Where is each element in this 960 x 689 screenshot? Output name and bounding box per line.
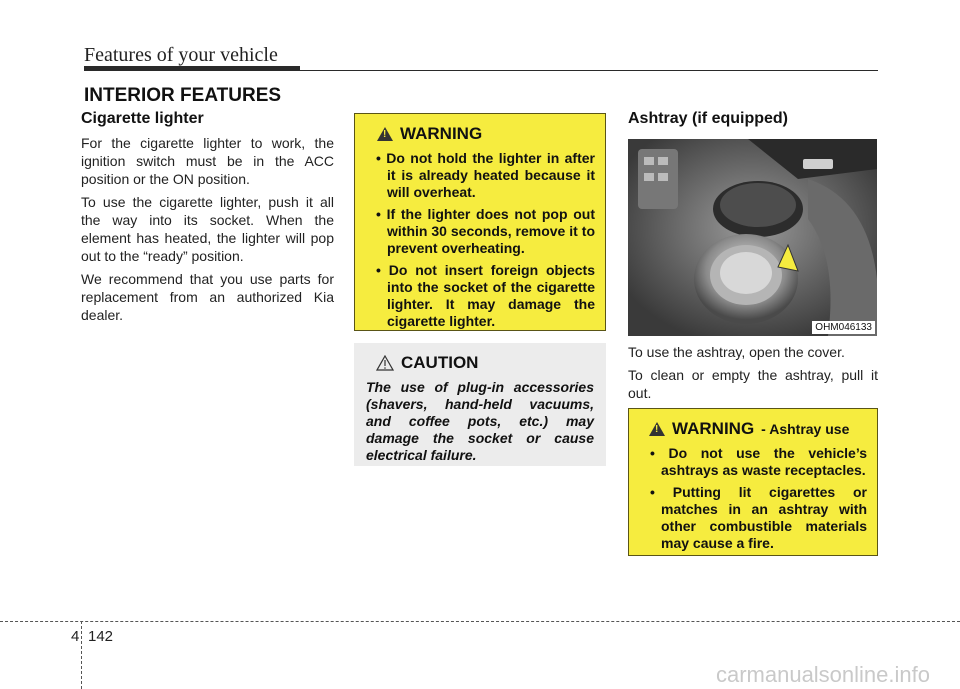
warning-item: • Putting lit cigarettes or matches in an ashtray with other combustible materials may cause a fire. (650, 484, 867, 551)
warning-item: • Do not insert foreign objects into the socket of the cigarette lighter. It may damage the cigarette lighter. (376, 262, 595, 329)
watermark: carmanualsonline.info (715, 662, 930, 687)
caution-text: The use of plug-in accessories (shavers, hand-held vacuums, and coffee pots, etc.) may damage the socket or cause electrical failure. (366, 379, 594, 463)
warning-title: WARNING (672, 419, 755, 438)
warning-subtitle: - Ashtray use (761, 421, 850, 437)
section-heading: INTERIOR FEATURES (84, 85, 282, 106)
running-header: Features of your vehicle (84, 44, 278, 66)
ashtray-heading: Ashtray (if equipped) (628, 110, 789, 127)
warning-icon (377, 127, 393, 141)
warning-box (354, 113, 606, 331)
caution-box (354, 343, 606, 466)
warning-item: • If the lighter does not pop out within 30 seconds, remove it to prevent overheating. (376, 206, 596, 256)
warning-item: • Do not use the vehicle’s ashtrays as waste receptacles. (650, 445, 867, 478)
warning-ashtray-box (628, 408, 878, 556)
chapter-number: 4 (71, 628, 80, 645)
lighter-section (81, 110, 334, 329)
page-number: 142 (88, 628, 114, 645)
lighter-heading: Cigarette lighter (81, 110, 204, 127)
caution-icon (376, 355, 394, 371)
warning-icon (649, 422, 665, 436)
header-rule (84, 66, 300, 71)
caution-title: CAUTION (401, 353, 479, 372)
ashtray-paragraph: To use the ashtray, open the cover. (628, 344, 845, 360)
lighter-paragraph: For the cigarette lighter to work, the ignition switch must be in the ACC position or the ON position. (81, 135, 334, 187)
warning-title: WARNING (400, 124, 483, 143)
lighter-paragraph: To use the cigarette lighter, push it all the way into its socket. When the element has heated, the lighter will pop out to the “ready” position. (81, 194, 334, 264)
ashtray-photo (628, 139, 877, 336)
warning-item: • Do not hold the lighter in after it is already heated because it will overheat. (376, 150, 595, 200)
footer-rule (0, 621, 960, 622)
ashtray-paragraph: To clean or empty the ashtray, pull it out. (628, 367, 878, 401)
footer-divider (81, 621, 82, 689)
photo-code: OHM046133 (812, 321, 875, 334)
ashtray-text (628, 343, 878, 407)
lighter-paragraph: We recommend that you use parts for replacement from an authorized Kia dealer. (81, 271, 334, 323)
header-rule-thin (300, 70, 878, 71)
